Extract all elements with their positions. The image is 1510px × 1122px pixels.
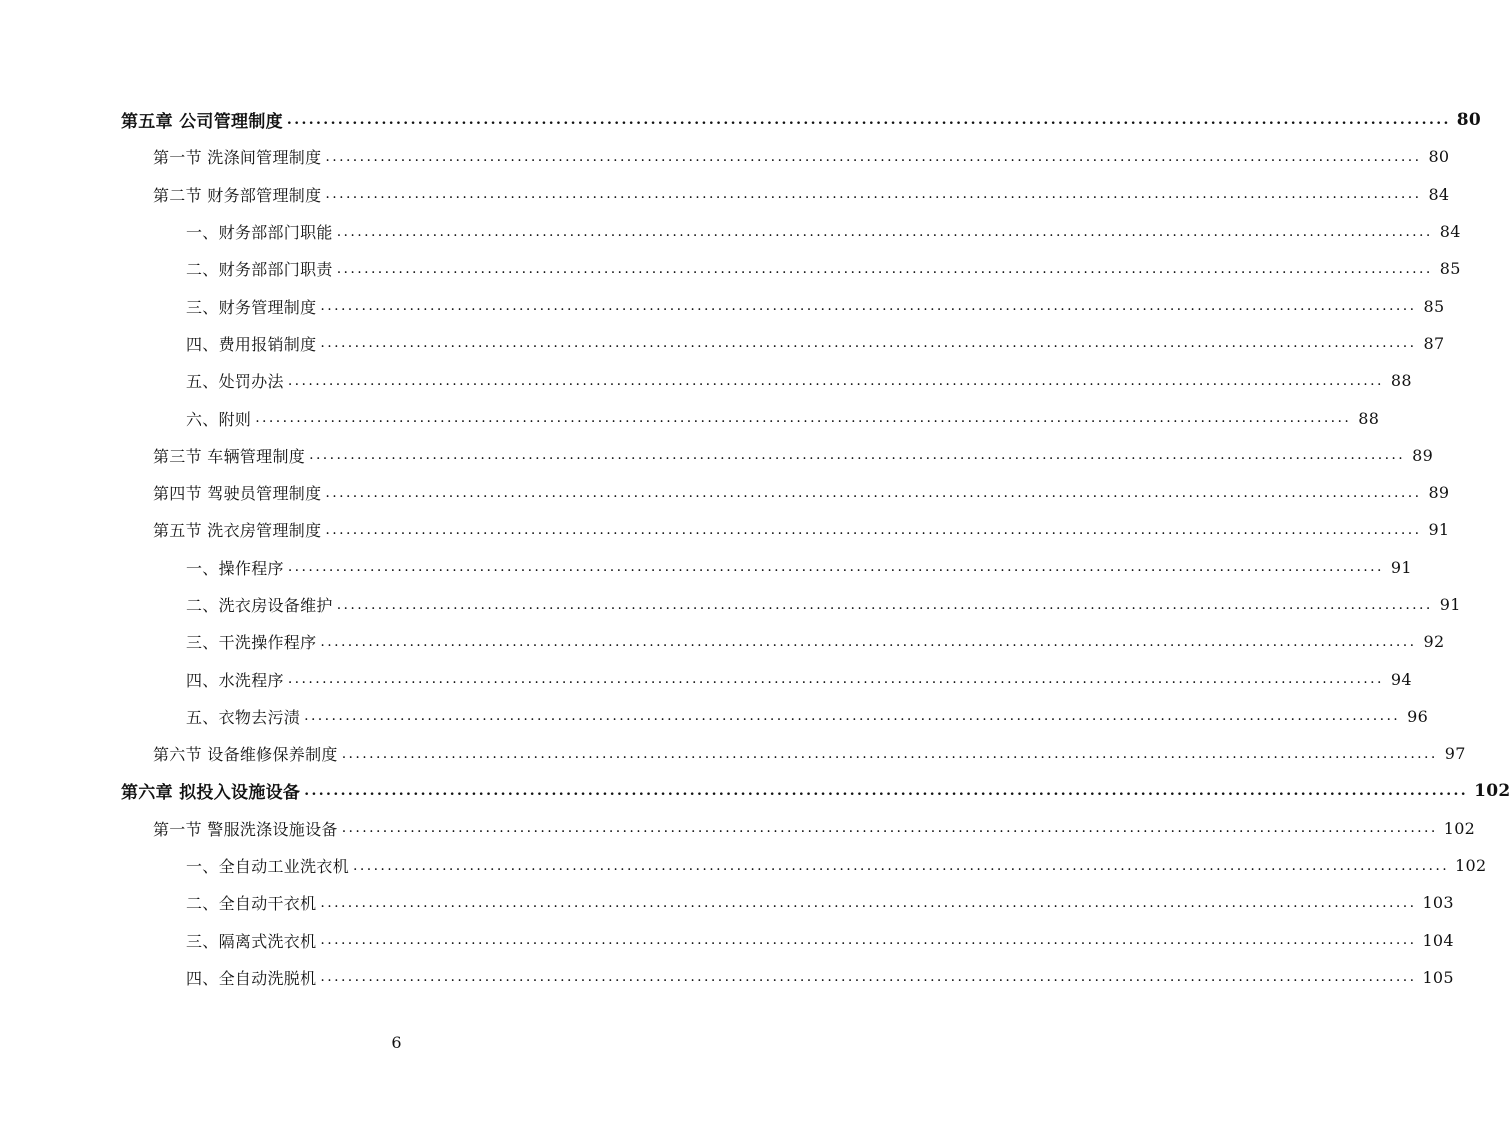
toc-entry-title: 第六节 设备维修保养制度: [153, 745, 338, 765]
toc-entry-section[interactable]: [0, 176, 1450, 213]
dot-leader: ................................................................................................................................................................: [287, 372, 1384, 389]
toc-entry-title: 三、干洗操作程序: [186, 633, 317, 653]
toc-entry-item[interactable]: [0, 549, 1412, 586]
dot-leader: ................................................................................................................................................................: [341, 745, 1438, 762]
dot-leader: ................................................................................................................................................................: [336, 223, 1433, 240]
toc-entry-item[interactable]: [0, 884, 1454, 921]
toc-entry-page: 103: [1422, 893, 1454, 913]
dot-leader: ................................................................................................................................................................: [320, 335, 1417, 352]
toc-entry-page: 91: [1390, 557, 1412, 577]
toc-entry-page: 89: [1428, 483, 1450, 503]
toc-entry-page: 89: [1412, 445, 1434, 465]
toc-entry-title: 一、财务部部门职能: [186, 223, 333, 243]
toc-entry-page: 94: [1390, 669, 1412, 689]
toc-entry-title: 二、全自动干衣机: [186, 894, 317, 914]
toc-entry-page: 88: [1390, 371, 1412, 391]
dot-leader: ................................................................................................................................................................: [353, 857, 1450, 874]
toc-entry-page: 97: [1444, 744, 1466, 764]
toc-entry-item[interactable]: [0, 362, 1412, 399]
toc-entry-page: 91: [1439, 595, 1461, 614]
toc-entry-section[interactable]: [0, 810, 1476, 847]
toc-entry-item[interactable]: [0, 287, 1445, 324]
toc-entry-page: 92: [1423, 632, 1445, 652]
toc-entry-title: 四、水洗程序: [186, 670, 284, 690]
toc-entry-item[interactable]: [0, 399, 1380, 436]
toc-entry-title: 第六章 拟投入设施设备: [121, 783, 301, 804]
toc-entry-item[interactable]: [0, 922, 1454, 959]
toc-entry-page: 91: [1428, 520, 1450, 540]
dot-leader: ................................................................................................................................................................: [320, 633, 1417, 650]
toc-entry-title: 二、财务部部门职责: [186, 260, 333, 280]
toc-entry-item[interactable]: [0, 250, 1461, 287]
dot-leader: ................................................................................................................................................................: [309, 447, 1406, 464]
dot-leader: ................................................................................................................................................................: [304, 708, 1401, 725]
toc-entry-item[interactable]: [0, 959, 1454, 996]
toc-entry-section[interactable]: [0, 735, 1466, 772]
dot-leader: ................................................................................................................................................................: [320, 932, 1417, 949]
toc-entry-title: 第四节 驾驶员管理制度: [153, 484, 322, 504]
toc-entry-chapter[interactable]: [0, 101, 1482, 138]
toc-entry-page: 102: [1443, 818, 1476, 838]
toc-entry-page: 80: [1456, 109, 1482, 130]
dot-leader: ................................................................................................................................................................: [255, 410, 1352, 427]
toc-entry-title: 五、处罚办法: [186, 372, 284, 392]
toc-entry-section[interactable]: [0, 511, 1450, 548]
dot-leader: ................................................................................................................................................................: [336, 596, 1433, 613]
dot-leader: ................................................................................................................................................................: [287, 671, 1384, 688]
dot-leader: ................................................................................................................................................................: [325, 148, 1422, 165]
toc-entry-page: 85: [1423, 296, 1445, 316]
toc-entry-item[interactable]: [0, 847, 1487, 884]
toc-entry-item[interactable]: [0, 213, 1461, 250]
toc-entry-title: 第五章 公司管理制度: [121, 112, 283, 133]
toc-entry-title: 六、附则: [186, 409, 252, 429]
dot-leader: ................................................................................................................................................................: [341, 820, 1438, 837]
toc-entry-title: 二、洗衣房设备维护: [186, 596, 333, 615]
toc-entry-page: 84: [1428, 184, 1450, 204]
dot-leader: ................................................................................................................................................................: [286, 111, 1451, 128]
table-of-contents: [0, 101, 1510, 996]
toc-entry-page: 105: [1422, 967, 1454, 987]
toc-entry-title: 第一节 警服洗涤设施设备: [153, 819, 338, 839]
toc-entry-page: 85: [1439, 259, 1461, 279]
toc-entry-title: 五、衣物去污渍: [186, 707, 301, 727]
toc-entry-item[interactable]: [0, 660, 1412, 697]
toc-entry-chapter[interactable]: [0, 772, 1510, 809]
toc-entry-page: 84: [1439, 222, 1461, 242]
toc-entry-title: 一、全自动工业洗衣机: [186, 857, 350, 877]
toc-entry-page: 88: [1358, 408, 1380, 428]
dot-leader: ................................................................................................................................................................: [304, 782, 1469, 799]
toc-entry-title: 第二节 财务部管理制度: [153, 185, 322, 205]
toc-entry-item[interactable]: [0, 586, 1461, 623]
dot-leader: ................................................................................................................................................................: [325, 484, 1422, 501]
toc-entry-page: 104: [1422, 930, 1454, 950]
dot-leader: ................................................................................................................................................................: [320, 969, 1417, 986]
page-number: 6: [391, 1033, 402, 1052]
toc-entry-title: 第三节 车辆管理制度: [153, 446, 306, 466]
toc-entry-section[interactable]: [0, 437, 1434, 474]
toc-entry-page: 87: [1423, 333, 1445, 353]
toc-entry-title: 第五节 洗衣房管理制度: [153, 521, 322, 541]
dot-leader: ................................................................................................................................................................: [325, 186, 1422, 203]
toc-entry-page: 80: [1428, 147, 1450, 167]
dot-leader: ................................................................................................................................................................: [336, 260, 1433, 277]
dot-leader: ................................................................................................................................................................: [320, 894, 1417, 911]
toc-entry-page: 102: [1455, 856, 1487, 876]
toc-entry-page: 102: [1474, 780, 1510, 801]
toc-entry-title: 一、操作程序: [186, 558, 284, 578]
toc-entry-title: 第一节 洗涤间管理制度: [153, 148, 322, 168]
dot-leader: ................................................................................................................................................................: [320, 298, 1417, 315]
toc-entry-item[interactable]: [0, 325, 1445, 362]
toc-entry-page: 96: [1407, 706, 1429, 726]
toc-entry-title: 三、隔离式洗衣机: [186, 931, 317, 951]
dot-leader: ................................................................................................................................................................: [287, 559, 1384, 576]
toc-entry-item[interactable]: [0, 698, 1429, 735]
toc-entry-section[interactable]: [0, 138, 1450, 175]
toc-entry-item[interactable]: [0, 623, 1445, 660]
toc-entry-title: 四、费用报销制度: [186, 334, 317, 354]
toc-entry-section[interactable]: [0, 474, 1450, 511]
toc-entry-title: 四、全自动洗脱机: [186, 968, 317, 988]
dot-leader: ................................................................................................................................................................: [325, 521, 1422, 538]
toc-entry-title: 三、财务管理制度: [186, 297, 317, 317]
